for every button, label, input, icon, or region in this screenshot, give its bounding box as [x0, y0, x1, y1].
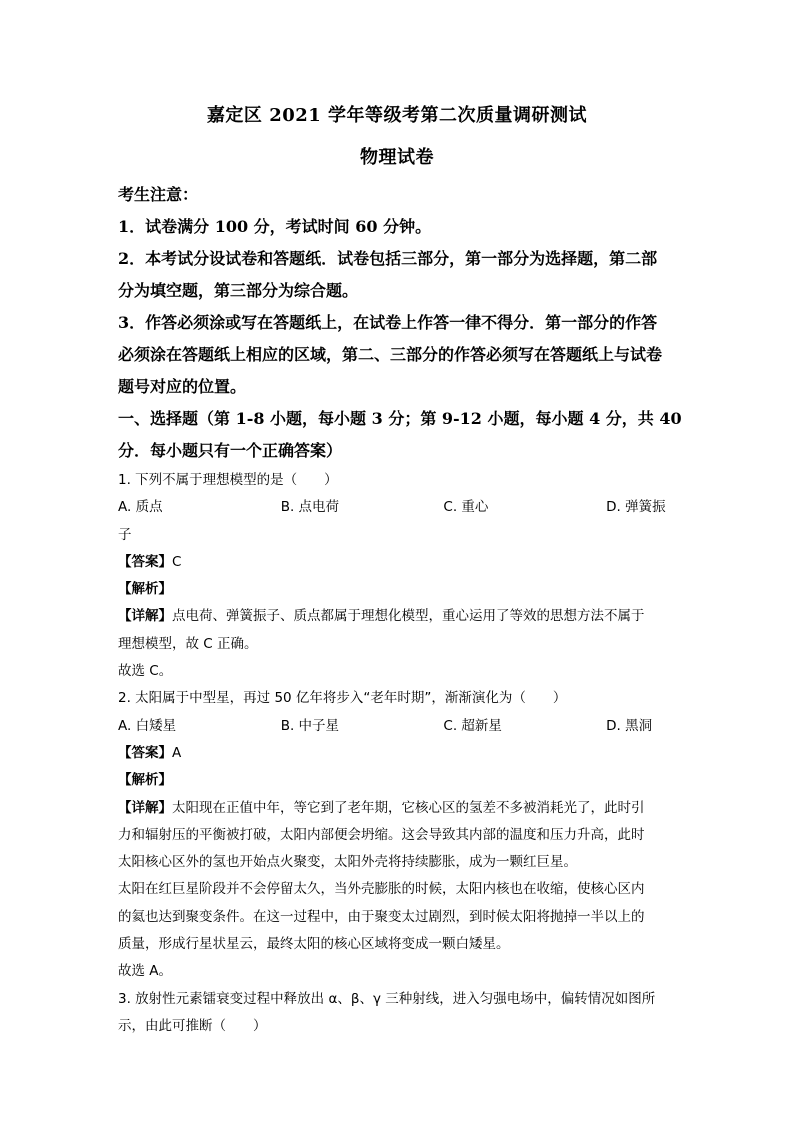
- question-1-option-a: A. 质点: [118, 499, 163, 516]
- document-body: [118, 179, 682, 1040]
- question-1-detail-line-2: 理想模型，故 C 正确。: [118, 635, 258, 652]
- question-2-options: [118, 713, 678, 740]
- question-1-option-d: D. 弹簧振: [606, 499, 666, 516]
- detail-text: 太阳现在正值中年，等它到了老年期，它核心区的氢差不多被消耗光了，此时引: [172, 799, 645, 816]
- question-2-option-b: B. 中子星: [280, 717, 340, 734]
- detail-tag: 【详解】: [118, 799, 172, 816]
- question-1-detail-line-1: [118, 603, 678, 630]
- notice-item-2-line-1: 2．本考试分设试卷和答题纸．试卷包括三部分，第一部分为选择题，第二部: [118, 249, 658, 268]
- section-heading-line-2: 分．每小题只有一个正确答案）: [118, 441, 343, 460]
- question-2-detail-line-1: [118, 795, 678, 822]
- notice-item-3-line-3: 题号对应的位置。: [118, 377, 247, 396]
- notice-item-3-line-2: 必须涂在答题纸上相应的区域，第二、三部分的作答必须写在答题纸上与试卷: [118, 345, 663, 364]
- question-2-answer: [118, 740, 678, 767]
- notice-item-2-line-2: 分为填空题，第三部分为综合题。: [118, 281, 359, 300]
- answer-value: C: [172, 553, 182, 570]
- page-subtitle: 物理试卷: [360, 147, 434, 168]
- question-2-detail-line-5: 的氦也达到聚变条件。在这一过程中，由于聚变太过剧烈，到时候太阳将抛掉一半以上的: [118, 908, 645, 925]
- question-2-option-a: A. 白矮星: [118, 717, 177, 734]
- notice-item-1: 1．试卷满分 100 分，考试时间 60 分钟。: [118, 217, 432, 236]
- question-1-option-b: B. 点电荷: [280, 499, 340, 516]
- answer-tag: 【答案】: [118, 744, 172, 761]
- question-1-stem: 1. 下列不属于理想模型的是（ ）: [118, 472, 338, 488]
- answer-tag: 【答案】: [118, 553, 172, 570]
- question-1-conclusion: 故选 C。: [118, 663, 173, 680]
- detail-text: 点电荷、弹簧振子、质点都属于理想化模型，重心运用了等效的思想方法不属于: [172, 608, 645, 625]
- question-1-option-c: C. 重心: [443, 499, 489, 516]
- question-3-stem-line-1: 3. 放射性元素镭衰变过程中释放出 α、β、γ 三种射线，进入匀强电场中，偏转情况如图所: [118, 990, 656, 1007]
- question-3-stem-line-2: 示，由此可推断（ ）: [118, 1017, 267, 1034]
- question-2-conclusion: 故选 A。: [118, 963, 173, 980]
- question-1-option-wrap: 子: [118, 526, 132, 543]
- question-2-option-d: D. 黑洞: [606, 717, 653, 734]
- section-heading-line-1: 一、选择题（第 1-8 小题，每小题 3 分；第 9-12 小题，每小题 4 分，共 40: [118, 409, 682, 428]
- answer-value: A: [172, 744, 182, 761]
- notice-item-3-line-1: 3．作答必须涂或写在答题纸上，在试卷上作答一律不得分．第一部分的作答: [118, 313, 658, 332]
- question-1-analysis-tag: 【解析】: [118, 581, 172, 598]
- page-title: 嘉定区 2021 学年等级考第二次质量调研测试: [206, 105, 588, 126]
- question-2-detail-line-4: 太阳在红巨星阶段并不会停留太久，当外壳膨胀的时候，太阳内核也在收缩，使核心区内: [118, 881, 645, 898]
- question-2-detail-line-6: 质量，形成行星状星云，最终太阳的核心区域将变成一颗白矮星。: [118, 936, 510, 953]
- question-2-detail-line-2: 力和辐射压的平衡被打破，太阳内部便会坍缩。这会导致其内部的温度和压力升高，此时: [118, 826, 645, 843]
- question-2-detail-line-3: 太阳核心区外的氢也开始点火聚变，太阳外壳将持续膨胀，成为一颗红巨星。: [118, 854, 577, 871]
- question-1-answer: [118, 549, 678, 576]
- question-2-option-c: C. 超新星: [443, 717, 502, 734]
- question-2-stem: 2. 太阳属于中型星，再过 50 亿年将步入“老年时期”，渐渐演化为（ ）: [118, 690, 567, 707]
- question-2-analysis-tag: 【解析】: [118, 772, 172, 789]
- notice-heading: 考生注意：: [118, 185, 199, 204]
- question-1-options: [118, 494, 678, 521]
- detail-tag: 【详解】: [118, 608, 172, 625]
